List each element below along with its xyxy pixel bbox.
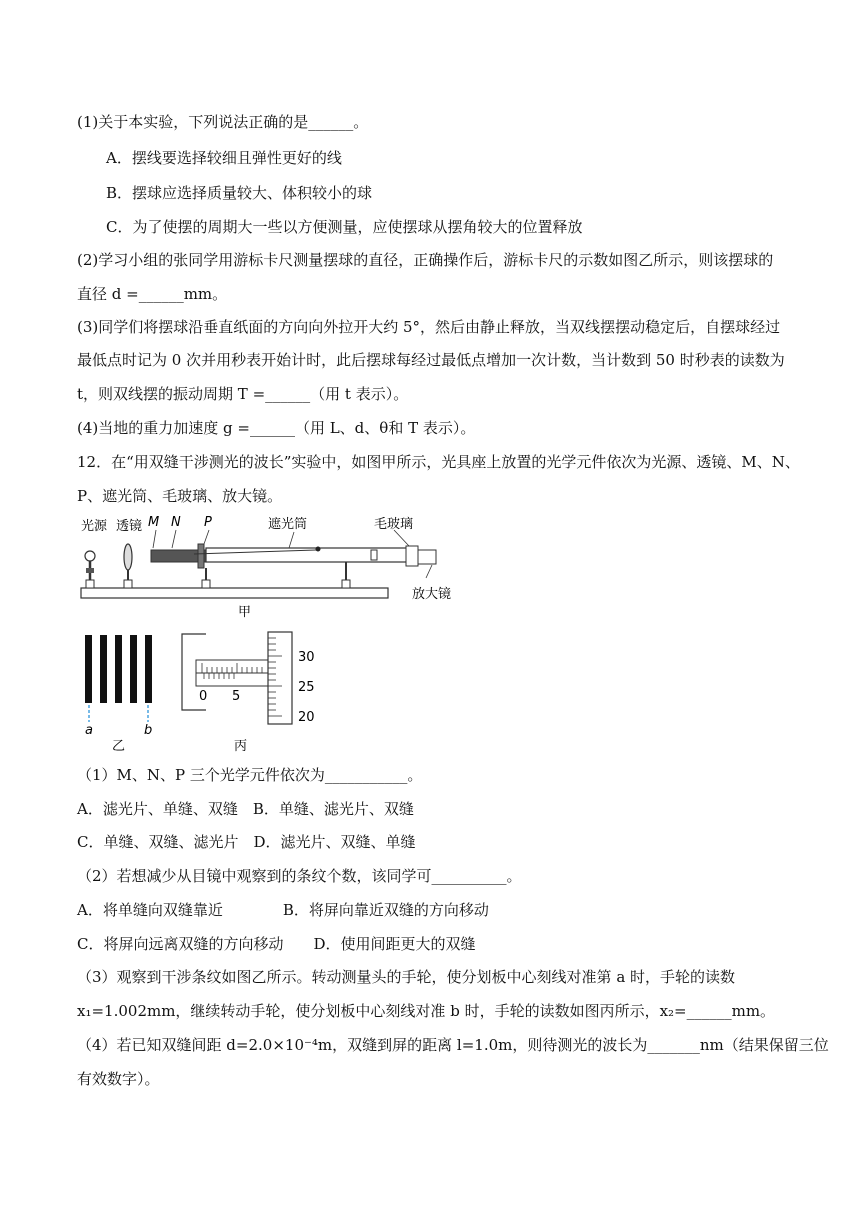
q12-part1-options-ab: A．滤光片、单缝、双缝 B．单缝、滤光片、双缝: [77, 800, 414, 818]
q11-part3-line2: 最低点时记为 0 次并用秒表开始计时，此后摆球每经过最低点增加一次计数，当计数到 50 时秒表的读数为: [77, 351, 785, 369]
thimble-25: 25: [298, 680, 315, 695]
figure-bing-micrometer: [176, 628, 336, 753]
main-scale-5: 5: [232, 689, 241, 704]
label-n: N: [171, 515, 181, 530]
label-m: M: [148, 515, 160, 530]
q11-part3-line1: (3)同学们将摆球沿垂直纸面的方向向外拉开大约 5°，然后由静止释放，当双线摆摆动稳定后，自摆球经过: [77, 318, 781, 336]
q12-part1: （1）M、N、P 三个光学元件依次为___________。: [77, 766, 423, 784]
label-yi: 乙: [112, 739, 126, 754]
optical-bench: [81, 588, 388, 598]
q12-part3-line2: x₁=1.002mm，继续转动手轮，使分划板中心刻线对准 b 时，手轮的读数如图丙所示，x₂=______mm。: [77, 1002, 776, 1020]
fringe-2: [100, 635, 107, 703]
label-a: a: [85, 723, 93, 738]
q12-stem-line1: 12．在“用双缝干涉测光的波长”实验中，如图甲所示，光具座上放置的光学元件依次为光源、透镜、M、N、: [77, 453, 800, 471]
q11-option-a: A．摆线要选择较细且弹性更好的线: [106, 149, 342, 167]
q12-part2-options-cd: C．将屏向远离双缝的方向移动 D．使用间距更大的双缝: [77, 935, 476, 953]
figure-jia-apparatus: [76, 510, 466, 625]
magnifier-eyepiece: [418, 550, 436, 564]
fringe-1: [85, 635, 92, 703]
q12-part1-options-cd: C．单缝、双缝、滤光片 D．滤光片、双缝、单缝: [77, 833, 416, 851]
q12-part2: （2）若想减少从目镜中观察到的条纹个数，该同学可__________。: [77, 867, 522, 885]
lens-shape: [124, 544, 132, 570]
q11-part4: (4)当地的重力加速度 g =______（用 L、d、θ和 T 表示）。: [77, 419, 476, 437]
label-lens: 透镜: [116, 519, 143, 534]
fringe-5: [145, 635, 152, 703]
q12-stem-line2: P、遮光筒、毛玻璃、放大镜。: [77, 487, 283, 505]
label-magnifier: 放大镜: [412, 587, 452, 602]
label-tube: 遮光筒: [268, 517, 308, 532]
thimble-30: 30: [298, 650, 315, 665]
q11-part3-line3: t，则双线摆的振动周期 T =______（用 t 表示）。: [77, 385, 409, 403]
figure-yi-fringes: [80, 630, 170, 755]
q12-part4-line1: （4）若已知双缝间距 d=2.0×10⁻⁴m，双缝到屏的距离 l=1.0m，则待测光的波长为_______nm（结果保留三位: [77, 1036, 829, 1054]
q11-part2-line2: 直径 d =______mm。: [77, 285, 228, 303]
fringe-3: [115, 635, 122, 703]
label-p: P: [204, 515, 212, 530]
q11-part1: (1)关于本实验，下列说法正确的是______。: [77, 113, 369, 131]
q12-part4-line2: 有效数字）。: [77, 1070, 160, 1088]
label-bing: 丙: [234, 739, 248, 753]
q11-option-b: B．摆球应选择质量较大、体积较小的球: [106, 184, 373, 202]
label-light-source: 光源: [81, 519, 108, 534]
q12-part3-line1: （3）观察到干涉条纹如图乙所示。转动测量头的手轮，使分划板中心刻线对准第 a 时，手轮的读数: [77, 968, 736, 986]
label-jia: 甲: [238, 605, 252, 620]
label-b: b: [144, 723, 153, 738]
main-scale-0: 0: [199, 689, 208, 704]
ground-glass-holder: [406, 546, 418, 566]
fringe-4: [130, 635, 137, 703]
label-ground-glass: 毛玻璃: [374, 517, 414, 532]
q11-part2-line1: (2)学习小组的张同学用游标卡尺测量摆球的直径，正确操作后，游标卡尺的示数如图乙所示，则该摆球的: [77, 251, 774, 269]
q11-option-c: C．为了使摆的周期大一些以方便测量，应使摆球从摆角较大的位置释放: [106, 218, 583, 236]
q12-part2-options-ab: A．将单缝向双缝靠近 B．将屏向靠近双缝的方向移动: [77, 901, 489, 919]
light-source-bulb: [85, 551, 95, 561]
thimble-20: 20: [298, 710, 315, 725]
